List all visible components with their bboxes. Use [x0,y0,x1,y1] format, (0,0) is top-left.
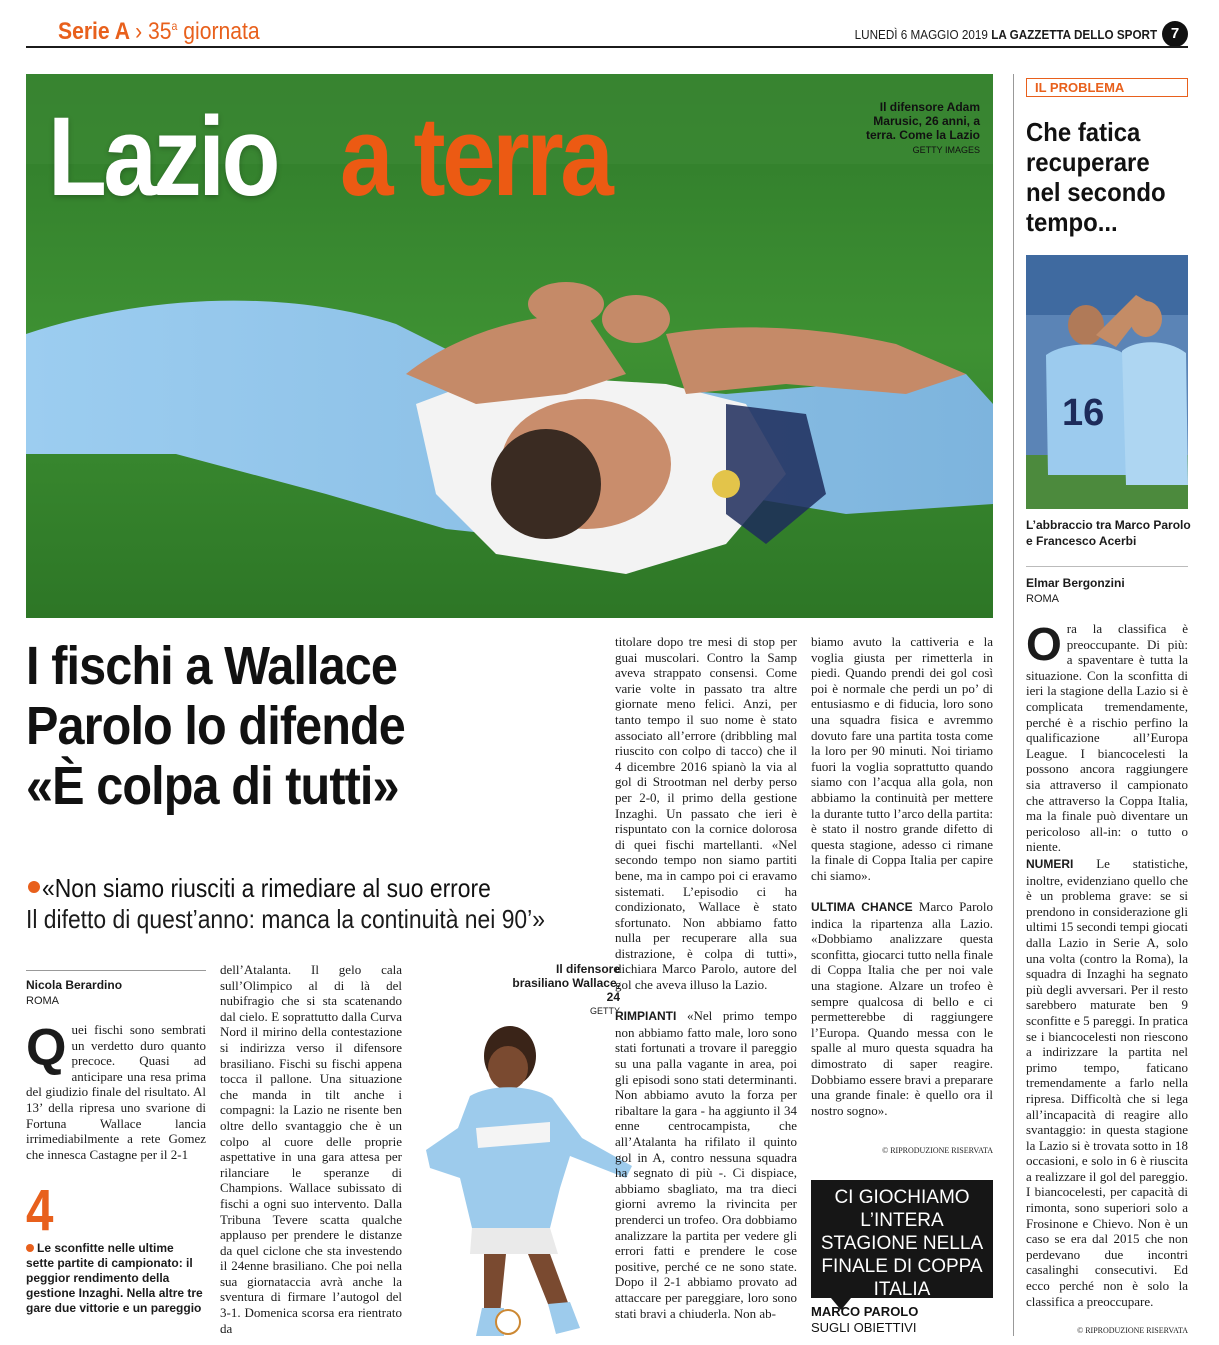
sidebar-paragraph-2 [1026,856,1188,1309]
deck-line-2: Il difetto di quest’anno: manca la continuità nei 90’» [26,904,545,934]
pull-quote-author: MARCO PAROLO [811,1304,919,1319]
sidebar-divider [1013,74,1014,1336]
deck-line-1: «Non siamo riusciti a rimediare al suo errore [42,873,491,903]
hero-title-white: Lazio [48,94,277,219]
byline-rule [26,970,206,971]
section-name: Serie A [58,18,130,45]
hero-caption [860,100,980,157]
article-copyright: © RIPRODUZIONE RISERVATA [882,1146,993,1155]
sidebar-drop-cap: O [1026,618,1062,670]
page-number: 7 [1162,21,1188,47]
stat-number: 4 [26,1178,54,1243]
sidebar-byline-rule [1026,566,1188,567]
pull-quote-role: SUGLI OBIETTIVI [811,1320,917,1335]
sidebar-title: Che fatica recuperare nel secondo tempo... [1026,117,1166,237]
column-4-text: biamo avuto la cattiveria e la voglia giusta per rimetterla in piedi. Quando prendi dei gol così poi è normale che perdi un po’ di entusiasmo e di fiducia, loro sono una squadra fisica e avremmo dovuto fare una partita tosta come la loro per 90 minuti. Noi tiriamo fuori la voglia soprattutto quando siamo con l’acqua alla gola, non abbiamo la continuità per mettere la durante tutto l’arco della partita: è stato il nostro grande difetto di questa stagione, adesso ci rimane la finale di Coppa Italia per capire chi siamo». [811,634,993,883]
player-caption [510,962,620,1018]
hero-caption-text: Il difensore Adam Marusic, 26 anni, a terra. Come la Lazio [865,100,980,142]
sidebar-text-1: ra la classifica è preoccupante. Di più: a spaventare è tutta la situazione. Con la sconfitta di ieri la stagione della Lazio si è complicata tremendamente, perché è a rischio perfino la qualificazione all’Europa League. I biancocelesti la possono ancora raggiungere sia attraverso il campionato che attraverso la Coppa Italia, ma la finale può diventare un pericoloso all-in: o tutto o niente. [1026,621,1188,855]
sidebar-photo [1026,255,1188,509]
column-4-text-2: Marco Parolo indica la ripartenza alla Lazio. «Dobbiamo analizzare questa sconfitta, giocarci tutto nella finale di Coppa Italia che per noi vale una stagione. Alzare un trofeo è sempre qualcosa di bello e ci permetterebbe di raggiungere l’Europa. Quando messa con le spalle al muro questa squadra ha dimostrato di saper reagire. Dobbiamo essere bravi a preparare una grande finale: è quello ora il nostro sogno». [811,899,994,1118]
article-column-3 [615,634,797,1321]
player-credit: GETTY [589,1006,620,1016]
pull-quote: CI GIOCHIAMO L’INTERA STAGIONE NELLA FINALE DI COPPA ITALIA [811,1180,993,1298]
article-city: ROMA [26,995,59,1007]
masthead-date [854,27,1157,42]
stat-box [26,1241,204,1316]
sidebar-copyright: © RIPRODUZIONE RISERVATA [1077,1326,1188,1335]
round-number: 35 [148,18,172,45]
article-column-1 [26,1019,206,1162]
column-3-text-2: «Nel primo tempo non abbiamo fatto male, loro sono stati fortunati a trovare il pareggio su una palla vagante in area, poi gli episodi sono stati determinanti. Non abbiamo avuto la forza per ribaltare la gara - ha aggiunto il 34 enne centrocampista, che all’Atalanta ha rifilato il quinto gol in A, contro nessuna squadra ha segnato di più -. Ci dispiace, abbiamo sbagliato, ma tra dieci giorni avremo la rivincita per prenderci un trofeo. Ora dobbiamo analizzare la partita per vedere gli errori fatti e prendere le cose positive, perché ce ne sono state. Dopo il 2-1 abbiamo provato ad attaccare per pareggiare, loro sono stati bravi a chiuderla. Non ab- [615,1008,797,1321]
article-headline [26,636,674,816]
issue-date: LUNEDÌ 6 MAGGIO 2019 [854,27,988,42]
player-illustration [400,1018,640,1340]
stat-text: Le sconfitte nelle ultime sette partite di campionato: il peggior rendimento della gestione Inzaghi. Nella altre tre gare due vittorie e un pareggio [26,1241,203,1315]
round-label: giornata [177,18,260,45]
sidebar-photo-caption: L’abbraccio tra Marco Parolo e Francesco Acerbi [1026,518,1191,548]
sidebar-photo-illustration [1026,255,1188,509]
subhead-numeri: NUMERI [1026,857,1074,871]
sidebar-paragraph-1 [1026,618,1188,855]
sidebar-city: ROMA [1026,593,1059,605]
section-label [58,18,260,46]
sidebar-label: IL PROBLEMA [1026,78,1188,97]
drop-cap: Q [26,1019,67,1077]
sidebar-author: Elmar Bergonzini [1026,576,1125,590]
article-column-2: dell’Atalanta. Il gelo cala sull’Olimpico al di là del nubifragio che si sta scatenando dal cielo. E soprattutto dalla Curva Nord il mirino della contestazione si indirizza verso il difensore brasiliano. Fischi su fischi appena tocca il pallone. Una situazione che manda in tilt anche i compagni: la Lazio ne risente ben oltre dello svantaggio che è un colpo al cuore delle proprie aspettative in una gara attesa per rilanciare le speranze di Champions. Wallace subissato di fischi a ogni suo intervento. Dalla Tribuna Tevere scatta qualche applauso per prendere le distanze da quel ciclone che sta investendo il 24enne brasiliano. Che poi nella sua giornataccia avrà anche la sventura di firmare l’autogol del 3-1. Domenica scorsa era rientrato da [220,962,402,1336]
header-rule [26,46,1188,48]
article-column-4 [811,634,993,1118]
player-caption-text: Il difensore brasiliano Wallace, 24 [512,962,620,1004]
headline-line-3: «È colpa di tutti» [26,756,399,816]
article-author: Nicola Berardino [26,978,123,992]
sidebar-text-2: Le statistiche, inoltre, evidenziano quello che è un problema grave: se si prendono in considerazione gli ultimi 15 secondi tempi giocati dalla Lazio in Serie A, solo una volta (contro la Roma), la squadra di Inzaghi ha segnato più degli avversari. Per il resto sarebbero maturate ben 9 sconfitte e 5 pareggi. In pratica se i biancocelesti non riescono a indirizzare la partita nel primo tempo, faticano tremendamente a farlo nella ripresa. Difficoltà che si lega all’incapacità di reagire allo svantaggio: in questa stagione la Lazio si è trovata sotto in 18 occasioni, e solo in 6 è riuscita a realizzare il gol del pareggio. I biancocelesti, per capacità di rimonta, sono superiori solo a Frosinone e Chievo. Non è un caso se era dal 2015 che non perdevano due incontri casalinghi consecutivi. Ed ecco perché non è solo la classifica a preoccupare. [1026,856,1188,1309]
headline-line-2: Parolo lo difende [26,696,405,756]
round-sup: a [171,19,178,33]
subhead-ultima-chance: ULTIMA CHANCE [811,900,913,915]
stat-bullet-icon [26,1244,34,1252]
svg-text:16: 16 [1062,392,1105,434]
newspaper-name: LA GAZZETTA DELLO SPORT [991,27,1157,42]
player-cutout-photo [400,1018,640,1340]
column-3-text: titolare dopo tre mesi di stop per guai muscolari. Contro la Samp aveva strappato consensi. Come varie volte in passato tra altre giornate meno felici. Anzi, per tanto tempo il suo nome è stato associato all’errore (dribbling mal riuscito con colpo di tacco) che il 4 dicembre 2016 spianò la via al gol di Strootman nel derby perso per 2-0, il primo della gestione Inzaghi. Un passato che ieri è rispuntato con la cornice dolorosa di quei fischi martellanti. «Nel secondo tempo non siamo partiti bene, ma in campo poi ci eravamo sistemati. L’episodio ci ha condizionato, Wallace è stato sfortunato. Non abbiamo fatto nulla per recuperare alla sua distrazione, è colpa di tutti», dichiara Marco Parolo, autore del gol che aveva illuso la Lazio. [615,634,797,993]
headline-line-1: I fischi a Wallace [26,636,397,696]
section-chevron: › [135,18,143,45]
subhead-rimpianti: RIMPIANTI [615,1009,677,1024]
hero-credit: GETTY IMAGES [912,145,980,155]
hero-title-orange: a terra [340,94,611,219]
deck-bullet-icon [28,881,40,893]
column-1-text: uei fischi sono sembrati un verdetto duro quanto precoce. Quasi ad anticipare una resa prima del giudizio finale del risultato. Al 13’ della ripresa uno svarione di Fortuna Wallace lancia irrimediabilmente a rete Gomez che innesca Castagne per il 2-1 [26,1022,206,1162]
